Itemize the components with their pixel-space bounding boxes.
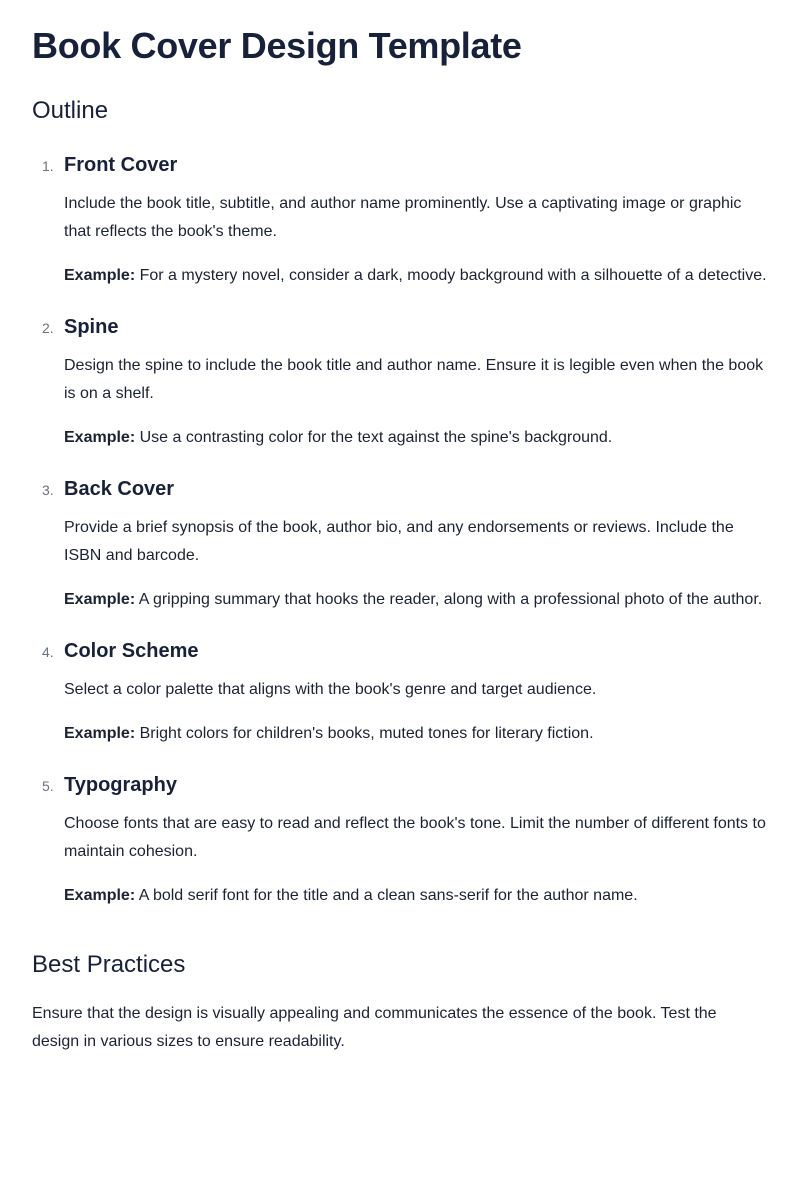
outline-item-color-scheme	[32, 638, 768, 744]
example-text: A bold serif font for the title and a clean sans-serif for the author name.	[138, 887, 638, 904]
outline-item-back-cover	[32, 476, 768, 610]
outline-heading: Outline	[32, 97, 109, 124]
item-number: 4.	[42, 644, 54, 660]
example-text: Use a contrasting color for the text against the spine's background.	[139, 429, 613, 446]
example-label: Example:	[64, 267, 136, 284]
item-example	[64, 724, 768, 744]
item-title: Front Cover	[64, 154, 178, 176]
example-label: Example:	[64, 429, 136, 446]
outline-list	[32, 152, 768, 906]
best-practices-heading: Best Practices	[32, 951, 186, 978]
item-number: 1.	[42, 158, 54, 174]
item-example	[64, 266, 768, 286]
item-number: 2.	[42, 320, 54, 336]
item-title: Typography	[64, 774, 177, 796]
item-description: Provide a brief synopsis of the book, author bio, and any endorsements or reviews. Include the ISBN and barcode.	[64, 519, 734, 564]
example-label: Example:	[64, 887, 136, 904]
item-title: Spine	[64, 316, 119, 338]
item-example	[64, 428, 768, 448]
item-description: Choose fonts that are easy to read and reflect the book's tone. Limit the number of different fonts to maintain cohesion.	[64, 815, 766, 860]
item-number: 5.	[42, 778, 54, 794]
example-text: For a mystery novel, consider a dark, moody background with a silhouette of a detective.	[139, 267, 767, 284]
item-description: Select a color palette that aligns with the book's genre and target audience.	[64, 681, 597, 698]
example-text: A gripping summary that hooks the reader, along with a professional photo of the author.	[138, 591, 763, 608]
item-title: Color Scheme	[64, 640, 199, 662]
example-text: Bright colors for children's books, muted tones for literary fiction.	[139, 725, 594, 742]
example-label: Example:	[64, 725, 136, 742]
outline-item-typography	[32, 772, 768, 906]
item-description: Include the book title, subtitle, and author name prominently. Use a captivating image or graphic that reflects the book's theme.	[64, 195, 742, 240]
example-label: Example:	[64, 591, 136, 608]
page-title: Book Cover Design Template	[32, 25, 522, 66]
item-number: 3.	[42, 482, 54, 498]
item-title: Back Cover	[64, 478, 175, 500]
item-example	[64, 590, 768, 610]
item-example	[64, 886, 768, 906]
best-practices-text: Ensure that the design is visually appealing and communicates the essence of the book. Test the design in various sizes to ensure readability.	[32, 1005, 717, 1050]
outline-item-front-cover	[32, 152, 768, 286]
item-description: Design the spine to include the book title and author name. Ensure it is legible even when the book is on a shelf.	[64, 357, 764, 402]
outline-item-spine	[32, 314, 768, 448]
